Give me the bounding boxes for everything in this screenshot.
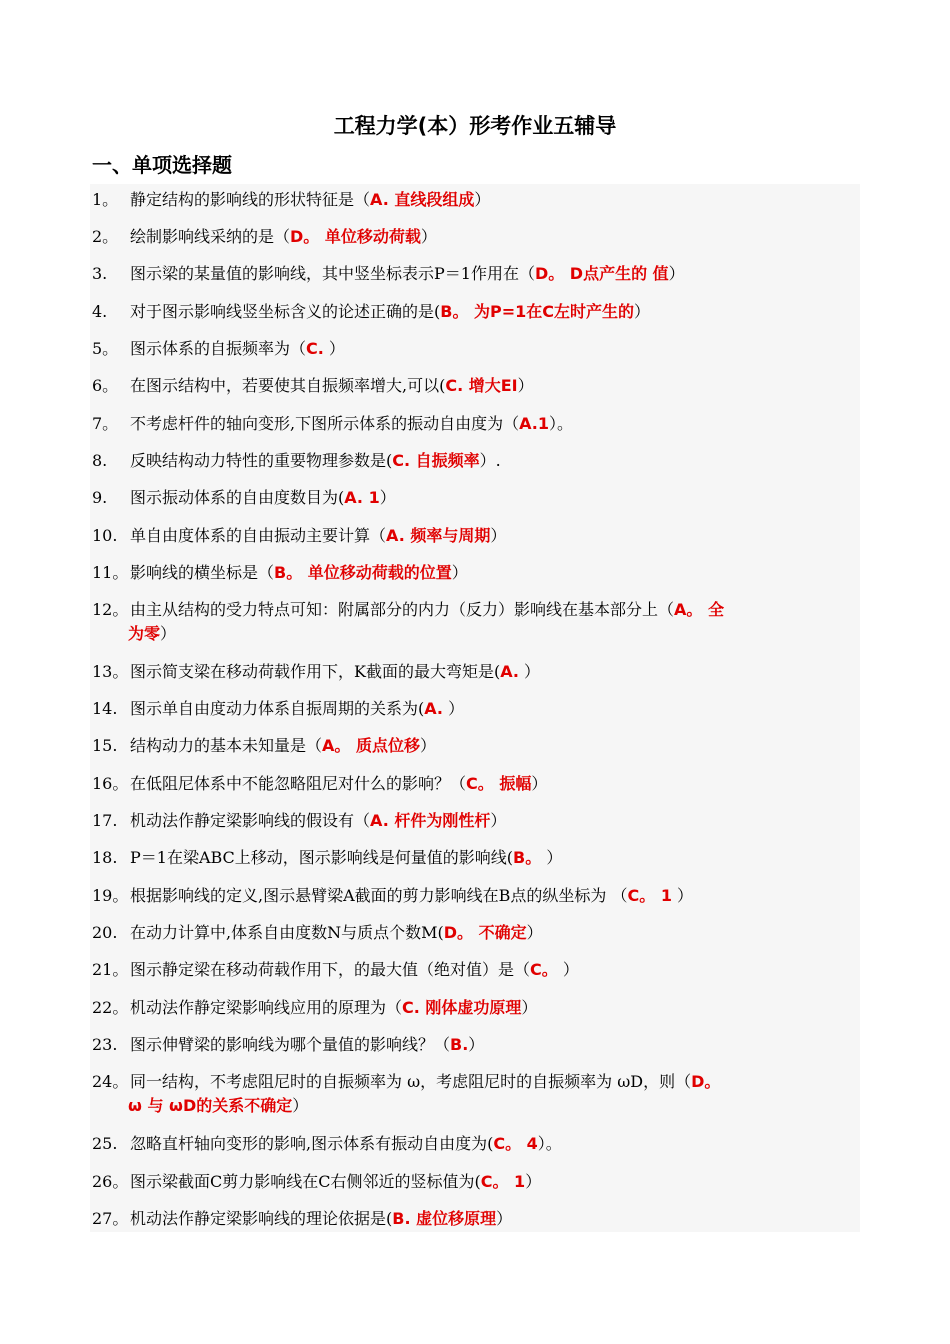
question-item: 7。 不考虑杆件的轴向变形,下图所示体系的振动自由度为（A.1）。 [92, 414, 573, 433]
answer: A. 频率与周期 [386, 526, 491, 545]
question-item: 11。 影响线的横坐标是（B。 单位移动荷载的位置） [92, 563, 468, 582]
answer: B。 [513, 848, 542, 867]
answer: A. 杆件为刚性杆 [370, 811, 491, 830]
answer: B. 虚位移原理 [392, 1209, 497, 1228]
answer: A. 直线段组成 [370, 190, 475, 209]
answer: C。 振幅 [466, 774, 532, 793]
question-item: 20. 在动力计算中,体系自由度数N与质点个数M(D。 不确定） [92, 923, 543, 942]
answer: A。 质点位移 [322, 736, 420, 755]
question-item: 8. 反映结构动力特性的重要物理参数是(C. 自振频率）. [92, 451, 501, 470]
document-title: 工程力学(本）形考作业五辅导 [333, 114, 617, 138]
question-item: 18. P＝1在梁ABC上移动，图示影响线是何量值的影响线(B。 ） [92, 848, 563, 867]
question-item: 16。 在低阻尼体系中不能忽略阻尼对什么的影响？（C。 振幅） [92, 774, 548, 793]
question-item: 9. 图示振动体系的自由度数目为(A. 1） [92, 488, 396, 507]
question-item: 2。 绘制影响线采纳的是（D。 单位移动荷载） [92, 227, 437, 246]
question-item: 24。 同一结构，不考虑阻尼时的自振频率为 ω，考虑阻尼时的自振频率为 ωD，则（D。 ω 与 ωD的关系不确定） [92, 1072, 721, 1115]
question-item: 21。 图示静定梁在移动荷载作用下，的最大值（绝对值）是（C。 ） [92, 960, 579, 979]
question-item: 14. 图示单自由度动力体系自振周期的关系为(A. ） [92, 699, 465, 718]
answer-continued: 为零 [128, 624, 161, 643]
answer: C。 1 [627, 886, 672, 905]
question-item: 25. 忽略直杆轴向变形的影响,图示体系有振动自由度为(C。 4）。 [92, 1134, 562, 1153]
question-item: 13。 图示简支梁在移动荷载作用下，K截面的最大弯矩是(A. ） [92, 662, 541, 681]
question-item: 6。 在图示结构中，若要使其自振频率增大,可以(C. 增大EI） [92, 376, 534, 395]
answer: B. [450, 1035, 469, 1054]
answer: A.1 [519, 414, 549, 433]
answer: A。 全 [674, 600, 724, 619]
answer: C. 增大EI [445, 376, 518, 395]
answer: B。 为P=1在C左时产生的 [440, 302, 635, 321]
answer: A. [424, 699, 444, 718]
section-heading: 一、单项选择题 [92, 153, 232, 177]
question-item: 27。 机动法作静定梁影响线的理论依据是(B. 虚位移原理） [92, 1209, 513, 1228]
question-list [90, 184, 860, 1232]
answer: D。 [691, 1072, 721, 1091]
question-item: 10. 单自由度体系的自由振动主要计算（A. 频率与周期） [92, 526, 507, 545]
question-item: 23. 图示伸臂梁的影响线为哪个量值的影响线？（B.） [92, 1035, 485, 1054]
answer: A. [500, 662, 519, 681]
question-item: 19。 根据影响线的定义,图示悬臂梁A截面的剪力影响线在B点的纵坐标为 （C。 1 ） [92, 886, 694, 905]
answer: D。 不确定 [443, 923, 527, 942]
question-item: 15. 结构动力的基本未知量是（A。 质点位移） [92, 736, 436, 755]
answer: B。 单位移动荷载的位置 [274, 563, 452, 582]
answer: D。 D点产生的 值 [534, 264, 669, 283]
answer: C。 [530, 960, 558, 979]
question-item: 4. 对于图示影响线竖坐标含义的论述正确的是(B。 为P=1在C左时产生的） [92, 302, 651, 321]
question-item: 26。 图示梁截面C剪力影响线在C右侧邻近的竖标值为(C。 1） [92, 1172, 542, 1191]
answer: C. 自振频率 [392, 451, 480, 470]
answer: D。 单位移动荷载 [290, 227, 421, 246]
question-item: 3. 图示梁的某量值的影响线，其中竖坐标表示P＝1作用在（D。 D点产生的 值） [92, 264, 685, 283]
answer: C。 4 [493, 1134, 538, 1153]
question-item: 17. 机动法作静定梁影响线的假设有（A. 杆件为刚性杆） [92, 811, 507, 830]
answer-continued: ω 与 ωD的关系不确定 [128, 1096, 293, 1115]
answer: C。 1 [480, 1172, 526, 1191]
question-item: 12。 由主从结构的受力特点可知：附属部分的内力（反力）影响线在基本部分上（A。 全 为零） [92, 600, 724, 643]
question-item: 22。 机动法作静定梁影响线应用的原理为（C. 刚体虚功原理） [92, 998, 538, 1017]
answer: C. 刚体虚功原理 [402, 998, 522, 1017]
question-item: 1。 静定结构的影响线的形状特征是（A. 直线段组成） [92, 190, 491, 209]
answer: A. 1 [344, 488, 380, 507]
question-item: 5。 图示体系的自振频率为（C. ） [92, 339, 345, 358]
answer: C. [306, 339, 324, 358]
